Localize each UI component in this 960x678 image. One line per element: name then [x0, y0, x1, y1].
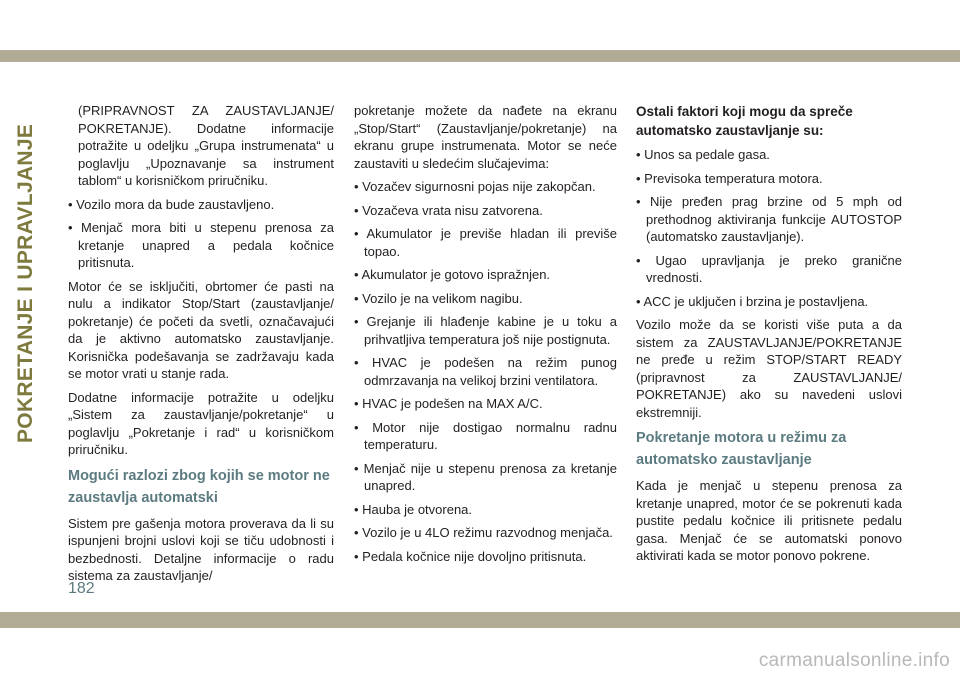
column-3	[636, 102, 902, 571]
bullet-item: • Akumulator je previše hladan ili previše topao.	[354, 226, 617, 259]
paragraph: Motor će se isključiti, obrtomer će pasti na nulu a indikator Stop/Start (zaustavljanje/ pokretanje) će početi da svetli, označavajući da je aktivno automatsko zaustavljanje. Korisnička podešavanja se zadržavaju kada se motor vrati u stanje rada.	[68, 278, 334, 381]
section-heading: Pokretanje motora u režimu za automatsko zaustavljanje	[636, 430, 847, 468]
top-band	[0, 50, 960, 62]
bullet-item: • Menjač mora biti u stepenu prenosa za kretanje unapred a pedala kočnice pritisnuta.	[68, 220, 334, 270]
bullet-item: • Motor nije dostigao normalnu radnu temperaturu.	[354, 419, 617, 452]
column-2	[354, 102, 617, 571]
paragraph: pokretanje možete da nađete na ekranu „Stop/Start“ (Zaustavljanje/pokretanje) na ekranu grupe instrumenata. Motor se neće zaustaviti u sledećim slučajevima:	[354, 103, 617, 171]
bullet-item: • Ugao upravljanja je preko granične vrednosti.	[636, 252, 902, 285]
paragraph: Kada je menjač u stepenu prenosa za kretanje unapred, motor će se pokrenuti kada pustite pedalu kočnice ili pritisnete pedalu gasa. Menjač će se automatski ponovo aktivirati kada se motor ponovo pokrene.	[636, 478, 902, 563]
bullet-item: • Vozilo mora da bude zaustavljeno.	[68, 196, 275, 212]
bottom-band	[0, 612, 960, 628]
bullet-item: • Vozilo je na velikom nagibu.	[354, 290, 523, 306]
bullet-item: • Vozačev sigurnosni pojas nije zakopčan.	[354, 179, 596, 194]
bullet-item: • Unos sa pedale gasa.	[636, 147, 770, 162]
paragraph: (PRIPRAVNOST ZA ZAUSTAVLJANJE/ POKRETANJE). Dodatne informacije potražite u odeljku „Grupa instrumenata“ u poglavlju „Upoznavanje sa instrument tablom“ u korisničkom priručniku.	[78, 103, 334, 188]
subheading: Ostali faktori koji mogu da spreče automatsko zaustavljanje su:	[636, 104, 853, 138]
column-1	[68, 102, 334, 591]
bullet-item: • ACC je uključen i brzina je postavljena.	[636, 293, 869, 309]
bullet-item: • Menjač nije u stepenu prenosa za kretanje unapred.	[354, 460, 617, 493]
paragraph: Dodatne informacije potražite u odeljku „Sistem za zaustavljanje/pokretanje“ u poglavlju „Pokretanje i rad“ u korisničkom priručniku.	[68, 389, 334, 457]
chapter-side-title: POKRETANJE I UPRAVLJANJE	[14, 123, 37, 443]
bullet-item: • Grejanje ili hlađenje kabine je u toku a prihvatljiva temperatura još nije postignuta.	[354, 314, 617, 347]
section-heading: Mogući razlozi zbog kojih se motor ne zaustavlja automatski	[68, 467, 330, 506]
bullet-item: • Previsoka temperatura motora.	[636, 170, 823, 186]
watermark: carmanualsonline.info	[758, 650, 950, 671]
bullet-item: • Vozačeva vrata nisu zatvorena.	[354, 202, 543, 218]
bullet-item: • Vozilo je u 4LO režimu razvodnog menjača.	[354, 525, 613, 540]
paragraph: Sistem pre gašenja motora proverava da li su ispunjeni brojni uslovi koji se tiču udobnosti i bezbednosti. Detaljne informacije o radu sistema za zaustavljanje/	[68, 515, 334, 583]
bullet-item: • Akumulator je gotovo ispražnjen.	[354, 267, 551, 282]
bullet-item: • Nije pređen prag brzine od 5 mph od prethodnog aktiviranja funkcije AUTOSTOP (automatsko zaustavljanje).	[636, 194, 902, 244]
bullet-item: • Pedala kočnice nije dovoljno pritisnuta.	[354, 548, 587, 564]
bullet-item: • HVAC je podešen na režim punog odmrzavanja na velikoj brzini ventilatora.	[354, 355, 617, 388]
bullet-item: • HVAC je podešen na MAX A/C.	[354, 396, 543, 411]
page-number: 182	[68, 580, 95, 597]
bullet-item: • Hauba je otvorena.	[354, 501, 473, 517]
paragraph: Vozilo može da se koristi više puta a da sistem za ZAUSTAVLJANJE/POKRETANJE ne pređe u režim STOP/START READY (pripravnost za ZAUSTAVLJANJE/ POKRETANJE) ako su navedeni uslovi ekstremniji.	[636, 317, 902, 420]
